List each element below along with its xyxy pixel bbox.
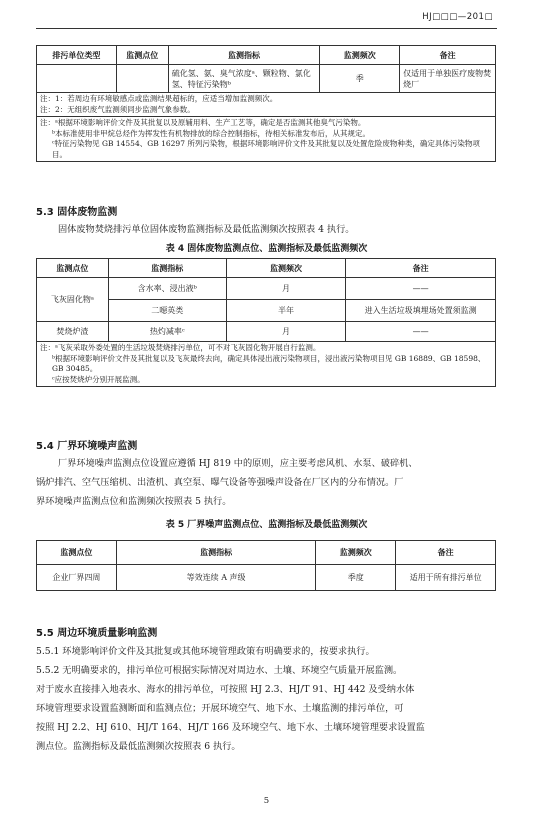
col-freq: 监测频次 (316, 541, 396, 565)
table-header-row (37, 46, 496, 65)
col-remark: 备注 (400, 46, 496, 65)
cell-remark: 适用于所有排污单位 (396, 565, 496, 591)
cell-remark: —— (346, 278, 496, 300)
col-freq: 监测频次 (320, 46, 400, 65)
para-line: 界环境噪声监测点位和监测频次按照表 5 执行。 (36, 496, 232, 507)
table-caption-5: 表 5 厂界噪声监测点位、监测指标及最低监测频次 (165, 520, 368, 530)
para-line: 测点位。监测指标及最低监测频次按照表 6 执行。 (36, 741, 241, 752)
col-point: 监测点位 (37, 541, 117, 565)
note-line: 注：ᵃ飞灰采取外委处置的生活垃圾焚烧排污单位，可不对飞灰固化物开展自行监测。 (40, 343, 321, 352)
notes-row (37, 117, 496, 162)
para-line: 厂界环境噪声监测点位设置应遵循 HJ 819 中的原则，应主要考虑风机、水泵、破碎机、 (58, 458, 418, 469)
section-paragraph: 固体废物焚烧排污单位固体废物监测指标及最低监测频次按照表 4 执行。 (58, 224, 355, 235)
cell-indicator: 硫化氢、氨、臭气浓度ᵃ、颗粒物、氯化氢、特征污染物ᵇ (168, 65, 320, 93)
col-point: 监测点位 (37, 259, 109, 278)
cell-indicator: 含水率、浸出液ᵇ (108, 278, 226, 300)
cell-freq: 月 (226, 322, 346, 342)
cell-point: 企业厂界四周 (37, 565, 117, 591)
note-line: 注：2：无组织废气监测须同步监测气象参数。 (40, 104, 195, 114)
table-header-row (37, 541, 496, 565)
table-caption-4: 表 4 固体废物监测点位、监测指标及最低监测频次 (165, 244, 368, 254)
cell-indicator: 等效连续 A 声级 (116, 565, 316, 591)
cell-slag: 焚烧炉渣 (37, 322, 109, 342)
table-row (37, 278, 496, 300)
col-indicator: 监测指标 (168, 46, 320, 65)
para-5-5-1: 5.5.1 环境影响评价文件及其批复或其他环境管理政策有明确要求的，按要求执行。 (36, 646, 375, 657)
page-number: 5 (263, 796, 270, 806)
table-row (37, 565, 496, 591)
cell-remark: 仅适用于单独医疗废物焚烧厂 (400, 65, 496, 93)
col-remark: 备注 (346, 259, 496, 278)
cell-freq: 月 (226, 278, 346, 300)
note-line: ᵇ本标准使用非甲烷总烃作为挥发性有机物排放的综合控制指标，待相关标准发布后，从其规定。 (52, 128, 370, 138)
table-header-row (37, 259, 496, 278)
cell-freq: 半年 (226, 300, 346, 322)
emission-table (36, 45, 496, 162)
col-indicator: 监测指标 (116, 541, 316, 565)
para-line: 对于废水直接排入地表水、海水的排污单位，可按照 HJ 2.3、HJ/T 91、HJ 442 及受纳水体 (36, 684, 415, 695)
cell-freq: 季 (320, 65, 400, 93)
note-line: 注：ᵃ根据环境影响评价文件及其批复以及原辅用料、生产工艺等，确定是否监测其他臭气污染物。 (40, 118, 366, 127)
cell-point (116, 65, 168, 93)
note-line: ᵇ根据环境影响评价文件及其批复以及飞灰最终去向，确定具体浸出液污染物项目，浸出液污染物项目见 GB 16889、GB 18598、GB 30485。 (52, 353, 486, 373)
cell-indicator: 热灼减率ᶜ (108, 322, 226, 342)
notes-row (37, 93, 496, 117)
note-line: ᶜ特征污染物见 GB 14554、GB 16297 所列污染物，根据环境影响评价文件及其批复以及处置危险废物种类，确定具体污染物项目。 (52, 139, 480, 159)
cell-type (37, 65, 117, 93)
note-line: 注：1：若周边有环境敏感点或监测结果超标的，应适当增加监测频次。 (40, 94, 278, 103)
header-rule (36, 28, 497, 29)
section-title-5-5: 5.5 周边环境质量影响监测 (36, 628, 158, 639)
table-row (37, 65, 496, 93)
col-freq: 监测频次 (226, 259, 346, 278)
col-type: 排污单位类型 (37, 46, 117, 65)
col-indicator: 监测指标 (108, 259, 226, 278)
section-title-5-4: 5.4 厂界环境噪声监测 (36, 441, 138, 452)
cell-fly-ash: 飞灰固化物ᵃ (37, 278, 109, 322)
solid-waste-table (36, 258, 496, 387)
cell-remark: —— (346, 322, 496, 342)
para-line: 5.5.2 无明确要求的，排污单位可根据实际情况对周边水、土壤、环境空气质量开展监测。 (36, 665, 403, 676)
cell-freq: 季度 (316, 565, 396, 591)
table-row (37, 322, 496, 342)
cell-indicator: 二噁英类 (108, 300, 226, 322)
notes-row (37, 342, 496, 387)
para-line: 按照 HJ 2.2、HJ 610、HJ/T 164、HJ/T 166 及环境空气、地下水、土壤环境管理要求设置监 (36, 722, 425, 733)
col-point: 监测点位 (116, 46, 168, 65)
note-line: ᶜ应按焚烧炉分别开展监测。 (52, 374, 145, 384)
para-line: 环境管理要求设置监测断面和监测点位；开展环境空气、地下水、土壤监测的排污单位，可 (36, 703, 404, 714)
noise-table (36, 540, 496, 591)
para-line: 锅炉排汽、空气压缩机、出渣机、真空泵、曝气设备等强噪声设备在厂区内的分布情况。厂 (36, 477, 404, 488)
cell-remark: 进入生活垃圾填埋场处置须监测 (346, 300, 496, 322)
col-remark: 备注 (396, 541, 496, 565)
header-code: HJ□□□—201□ (422, 12, 493, 22)
section-title-5-3: 5.3 固体废物监测 (36, 207, 118, 218)
